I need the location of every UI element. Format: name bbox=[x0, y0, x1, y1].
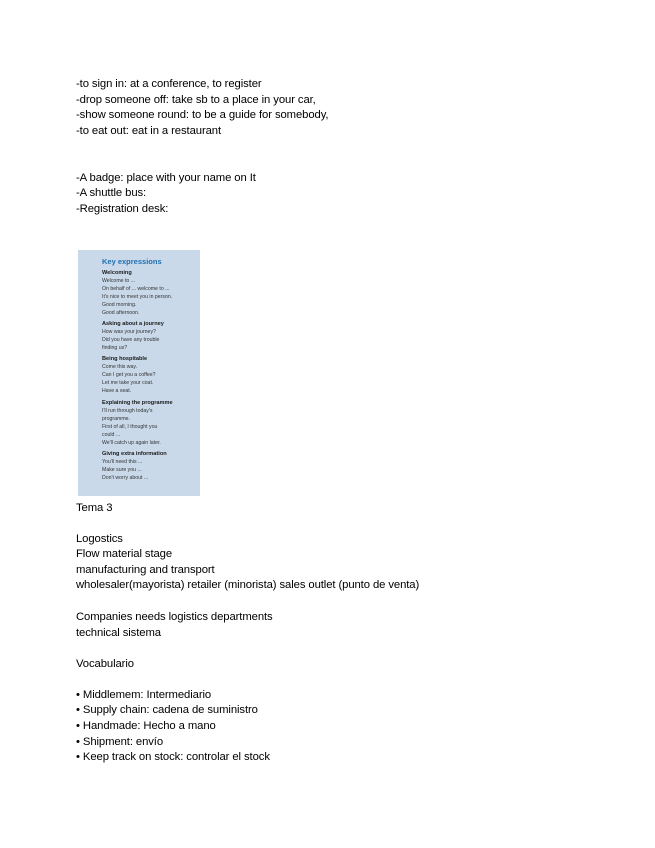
logistics-line: wholesaler(mayorista) retailer (minorista) sales outlet (punto de venta) bbox=[76, 579, 420, 591]
ke-line: Have a seat. bbox=[102, 388, 132, 394]
ke-heading-programme: Explaining the programme bbox=[102, 400, 173, 406]
def-registration-desk: -Registration desk: bbox=[76, 203, 169, 215]
ke-line: Welcome to ... bbox=[102, 278, 136, 284]
ke-line: Come this way. bbox=[102, 364, 138, 370]
logistics-line: manufacturing and transport bbox=[76, 564, 215, 576]
ke-heading-extra-info: Giving extra information bbox=[102, 451, 167, 457]
companies-line: Companies needs logistics departments bbox=[76, 611, 273, 623]
vocab-item: • Supply chain: cadena de suministro bbox=[76, 704, 258, 716]
key-expressions-image bbox=[78, 250, 200, 496]
ke-heading-hospitable: Being hospitable bbox=[102, 356, 148, 362]
logistics-line: Flow material stage bbox=[76, 548, 173, 560]
note-eat-out: -to eat out: eat in a restaurant bbox=[76, 125, 222, 137]
tema-heading: Tema 3 bbox=[76, 502, 113, 514]
vocab-item: • Handmade: Hecho a mano bbox=[76, 720, 216, 732]
ke-line: First of all, I thought you bbox=[102, 424, 158, 430]
ke-line: Good morning. bbox=[102, 302, 137, 308]
note-show-round: -show someone round: to be a guide for somebody, bbox=[76, 109, 329, 121]
ke-line: Did you have any trouble bbox=[102, 337, 160, 343]
def-shuttle-bus: -A shuttle bus: bbox=[76, 187, 147, 199]
ke-line: On behalf of ... welcome to ... bbox=[102, 286, 170, 292]
ke-line: Let me take your coat. bbox=[102, 380, 154, 386]
ke-line: programme. bbox=[102, 416, 130, 422]
vocab-item: • Middlemem: Intermediario bbox=[76, 689, 212, 701]
ke-line: How was your journey? bbox=[102, 329, 156, 335]
ke-line: Good afternoon. bbox=[102, 310, 140, 316]
vocab-item: • Shipment: envío bbox=[76, 736, 164, 748]
ke-line: It's nice to meet you in person. bbox=[102, 294, 173, 300]
ke-heading-journey: Asking about a journey bbox=[102, 321, 164, 327]
def-badge: -A badge: place with your name on It bbox=[76, 172, 256, 184]
logistics-line: Logostics bbox=[76, 533, 123, 545]
note-sign-in: -to sign in: at a conference, to register bbox=[76, 78, 262, 90]
note-drop-off: -drop someone off: take sb to a place in your car, bbox=[76, 94, 316, 106]
key-expressions-title: Key expressions bbox=[102, 257, 162, 266]
ke-heading-welcoming: Welcoming bbox=[102, 270, 132, 276]
vocab-item: • Keep track on stock: controlar el stock bbox=[76, 751, 270, 763]
ke-line: could ... bbox=[102, 432, 121, 438]
ke-line: We'll catch up again later. bbox=[102, 440, 161, 446]
ke-line: Can I get you a coffee? bbox=[102, 372, 156, 378]
ke-line: finding us? bbox=[102, 345, 128, 351]
vocabulario-heading: Vocabulario bbox=[76, 658, 134, 670]
companies-line: technical sistema bbox=[76, 627, 161, 639]
ke-line: You'll need this ... bbox=[102, 459, 143, 465]
ke-line: I'll run through today's bbox=[102, 408, 153, 414]
ke-line: Make sure you ... bbox=[102, 467, 142, 473]
ke-line: Don't worry about ... bbox=[102, 475, 149, 481]
